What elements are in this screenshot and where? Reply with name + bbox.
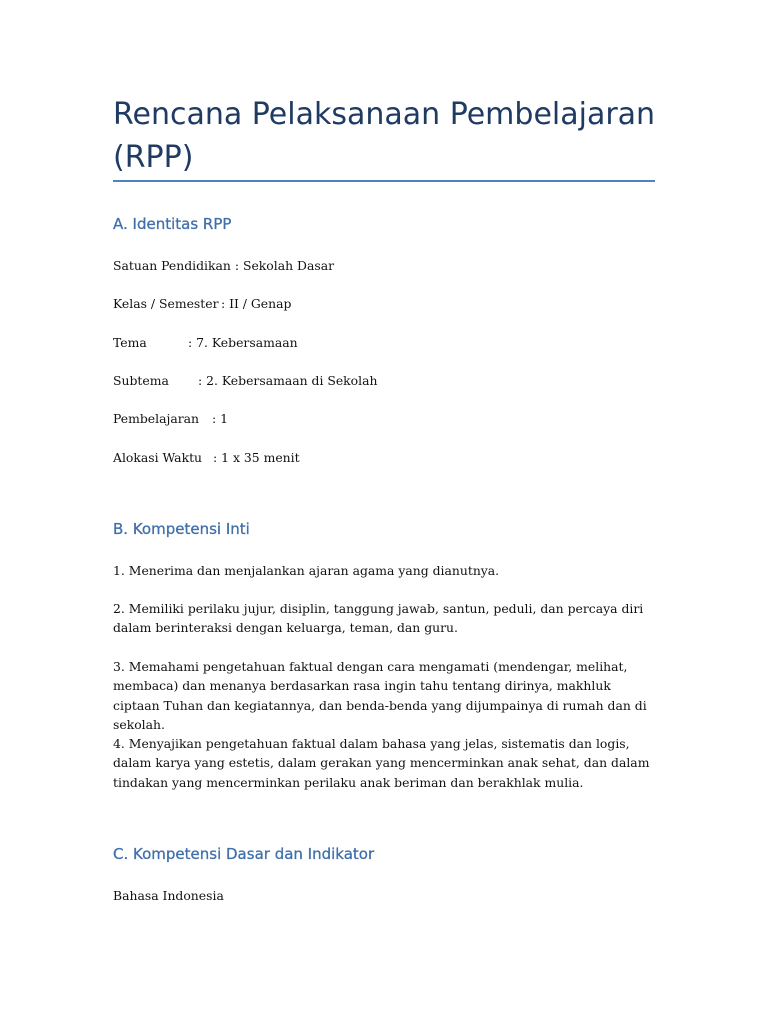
section-a-heading: A. Identitas RPP	[113, 215, 232, 233]
identity-label: Alokasi Waktu	[113, 450, 203, 465]
identity-row-kelas-semester	[113, 294, 291, 313]
identity-separator: :	[213, 450, 222, 465]
section-c-heading: C. Kompetensi Dasar dan Indikator	[113, 845, 375, 863]
kompetensi-inti-item-4: 4. Menyajikan pengetahuan faktual dalam bahasa yang jelas, sistematis dan logis, dalam karya yang estetis, dalam gerakan yang mencerminkan anak sehat, dan dalam tindakan yang mencerminkan perilaku anak beriman dan berakhlak mulia.	[113, 736, 650, 790]
identity-label: Kelas / Semester	[113, 296, 219, 311]
identity-row-subtema	[113, 371, 377, 390]
kompetensi-inti-item-2: 2. Memiliki perilaku jujur, disiplin, tanggung jawab, santun, peduli, dan percaya diri dalam berinteraksi dengan keluarga, teman, dan guru.	[113, 601, 644, 636]
identity-value: II / Genap	[229, 296, 292, 311]
identity-label: Subtema	[113, 373, 169, 388]
identity-separator: :	[188, 335, 197, 350]
identity-label: Tema	[113, 335, 147, 350]
identity-separator: :	[212, 411, 221, 426]
identity-separator: :	[217, 296, 230, 311]
document-page	[113, 0, 656, 1024]
identity-value: Sekolah Dasar	[242, 258, 335, 273]
subject-label: Bahasa Indonesia	[113, 888, 224, 903]
identity-row-satuan-pendidikan	[113, 256, 334, 275]
document-title: Rencana Pelaksanaan Pembelajaran (RPP)	[113, 97, 656, 175]
title-underline	[113, 180, 655, 182]
identity-value: 2. Kebersamaan di Sekolah	[206, 373, 378, 388]
identity-row-alokasi-waktu	[113, 448, 300, 467]
identity-separator: :	[198, 373, 207, 388]
identity-label: Pembelajaran	[113, 411, 199, 426]
identity-value: 1	[220, 411, 229, 426]
identity-row-pembelajaran	[113, 409, 228, 428]
kompetensi-inti-item-3: 3. Memahami pengetahuan faktual dengan cara mengamati (mendengar, melihat, membaca) dan menanya berdasarkan rasa ingin tahu tentang dirinya, makhluk ciptaan Tuhan dan kegiatannya, dan benda-benda yang dijumpainya di rumah dan di sekolah.	[113, 659, 647, 732]
identity-label: Satuan Pendidikan	[113, 258, 231, 273]
kompetensi-inti-item-1: 1. Menerima dan menjalankan ajaran agama yang dianutnya.	[113, 563, 500, 578]
identity-value: 7. Kebersamaan	[196, 335, 298, 350]
identity-row-tema	[113, 333, 298, 352]
identity-value: 1 x 35 menit	[221, 450, 300, 465]
section-b-heading: B. Kompetensi Inti	[113, 520, 250, 538]
identity-separator: :	[230, 258, 243, 273]
